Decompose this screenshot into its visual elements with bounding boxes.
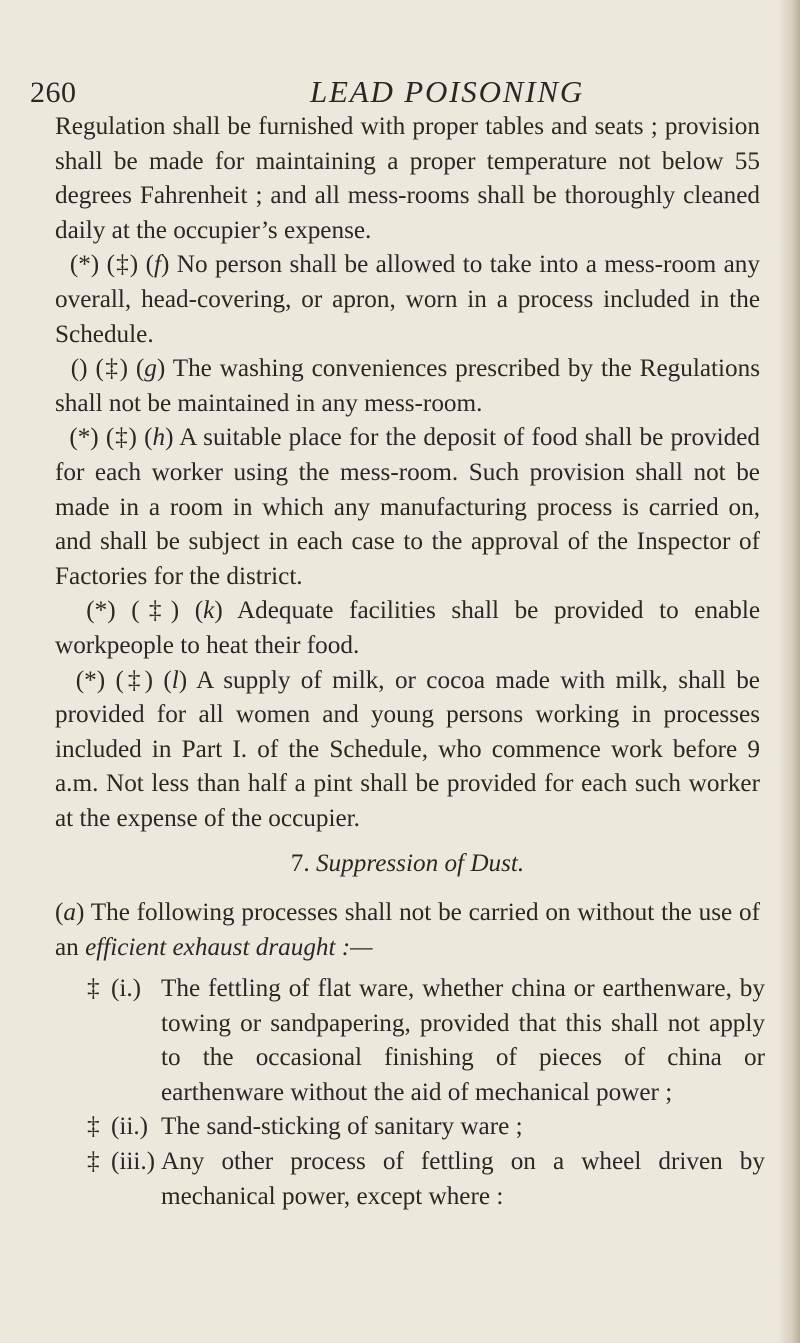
running-head: LEAD POISONING <box>310 74 585 109</box>
paragraph-f-text: ) No person shall be allowed to take into a mess-room any overall, head-covering, or apron, worn in a process included in the Schedule. <box>55 251 760 348</box>
paragraph-a-open: ( <box>55 899 64 926</box>
section-number: 7. <box>290 850 310 877</box>
paragraph-a-emphasis: efficient exhaust draught :— <box>85 933 373 961</box>
paragraph-h-text: ) A suitable place for the deposit of food shall be provided for each worker using the mess-room. Such provision shall not be made in a room in which any manufacturing process is carried on, and shall be subject in each case to the approval of the Inspector of Factories for the district. <box>55 424 760 590</box>
page-number: 260 <box>30 76 77 109</box>
paragraph-k-letter: k <box>203 597 215 625</box>
process-list <box>55 972 765 1214</box>
paragraph-l-marker: (*) (‡) ( <box>75 666 172 694</box>
paragraph-f-marker: (*) (‡) ( <box>69 251 154 279</box>
paragraph-h-marker: (*) (‡) ( <box>69 424 153 452</box>
section-title: Suppression of Dust. <box>315 850 525 877</box>
paragraph-f <box>55 248 760 352</box>
list-item <box>55 1145 765 1214</box>
paragraph-f-letter: f <box>153 251 161 279</box>
list-item-number: (i.) <box>111 975 142 1002</box>
paragraph-h <box>55 421 760 594</box>
paragraph-k <box>55 594 760 663</box>
body-text <box>55 110 760 836</box>
paragraph-g <box>55 352 760 421</box>
dagger-mark: ‡ <box>87 1113 100 1141</box>
list-item-text: Any other process of fettling on a wheel driven by mechanical power, except where : <box>161 1147 765 1210</box>
paragraph-k-marker: (*) (‡) ( <box>86 597 204 625</box>
list-item-text: The sand-sticking of sanitary ware ; <box>161 1113 523 1141</box>
list-item <box>55 1110 765 1145</box>
page-edge-shadow <box>778 0 800 1343</box>
section-heading <box>55 850 760 878</box>
paragraph-l-letter: l <box>171 666 179 694</box>
paragraph-l-text: ) A supply of milk, or cocoa made with milk, shall be provided for all women and young persons working in processes included in Part I. of the Schedule, who commence work before 9 a.m. Not less than half a pint shall be provided for each such worker at the expense of the occupier. <box>55 666 760 832</box>
paragraph-g-letter: g <box>144 355 157 383</box>
paragraph-regulation-continued: Regulation shall be furnished with proper tables and seats ; provision shall be made for maintaining a proper temperature not below 55 degrees Fahrenheit ; and all mess-rooms shall be thoroughly cleaned daily at the occupier’s expense. <box>55 113 760 244</box>
paragraph-a-text: The following processes shall not be carried on without the use of an <box>55 899 760 961</box>
paragraph-g-marker: () (‡) ( <box>70 355 145 383</box>
paragraph-k-text: ) Adequate facilities shall be provided to enable workpeople to heat their food. <box>55 597 760 659</box>
dagger-mark: ‡ <box>87 975 100 1002</box>
paragraph-a-body <box>55 896 760 965</box>
list-item-text: The fettling of flat ware, whether china or earthenware, by towing or sandpapering, provided that this shall not apply to the occasional finishing of pieces of china or earthenware without the aid of mechanical power ; <box>161 975 765 1106</box>
list-item-number: (iii.) <box>111 1147 156 1175</box>
paragraph-h-letter: h <box>152 424 166 452</box>
dagger-mark: ‡ <box>87 1147 100 1175</box>
paragraph-l <box>55 664 760 837</box>
paragraph-a-letter: a <box>63 899 76 926</box>
paragraph-a <box>55 896 760 965</box>
paragraph-a-close: ) <box>75 899 85 926</box>
paragraph-g-text: ) The washing conveniences prescribed by the Regulations shall not be maintained in any mess-room. <box>55 355 760 417</box>
list-item-number: (ii.) <box>111 1113 149 1141</box>
list-item <box>55 972 765 1110</box>
